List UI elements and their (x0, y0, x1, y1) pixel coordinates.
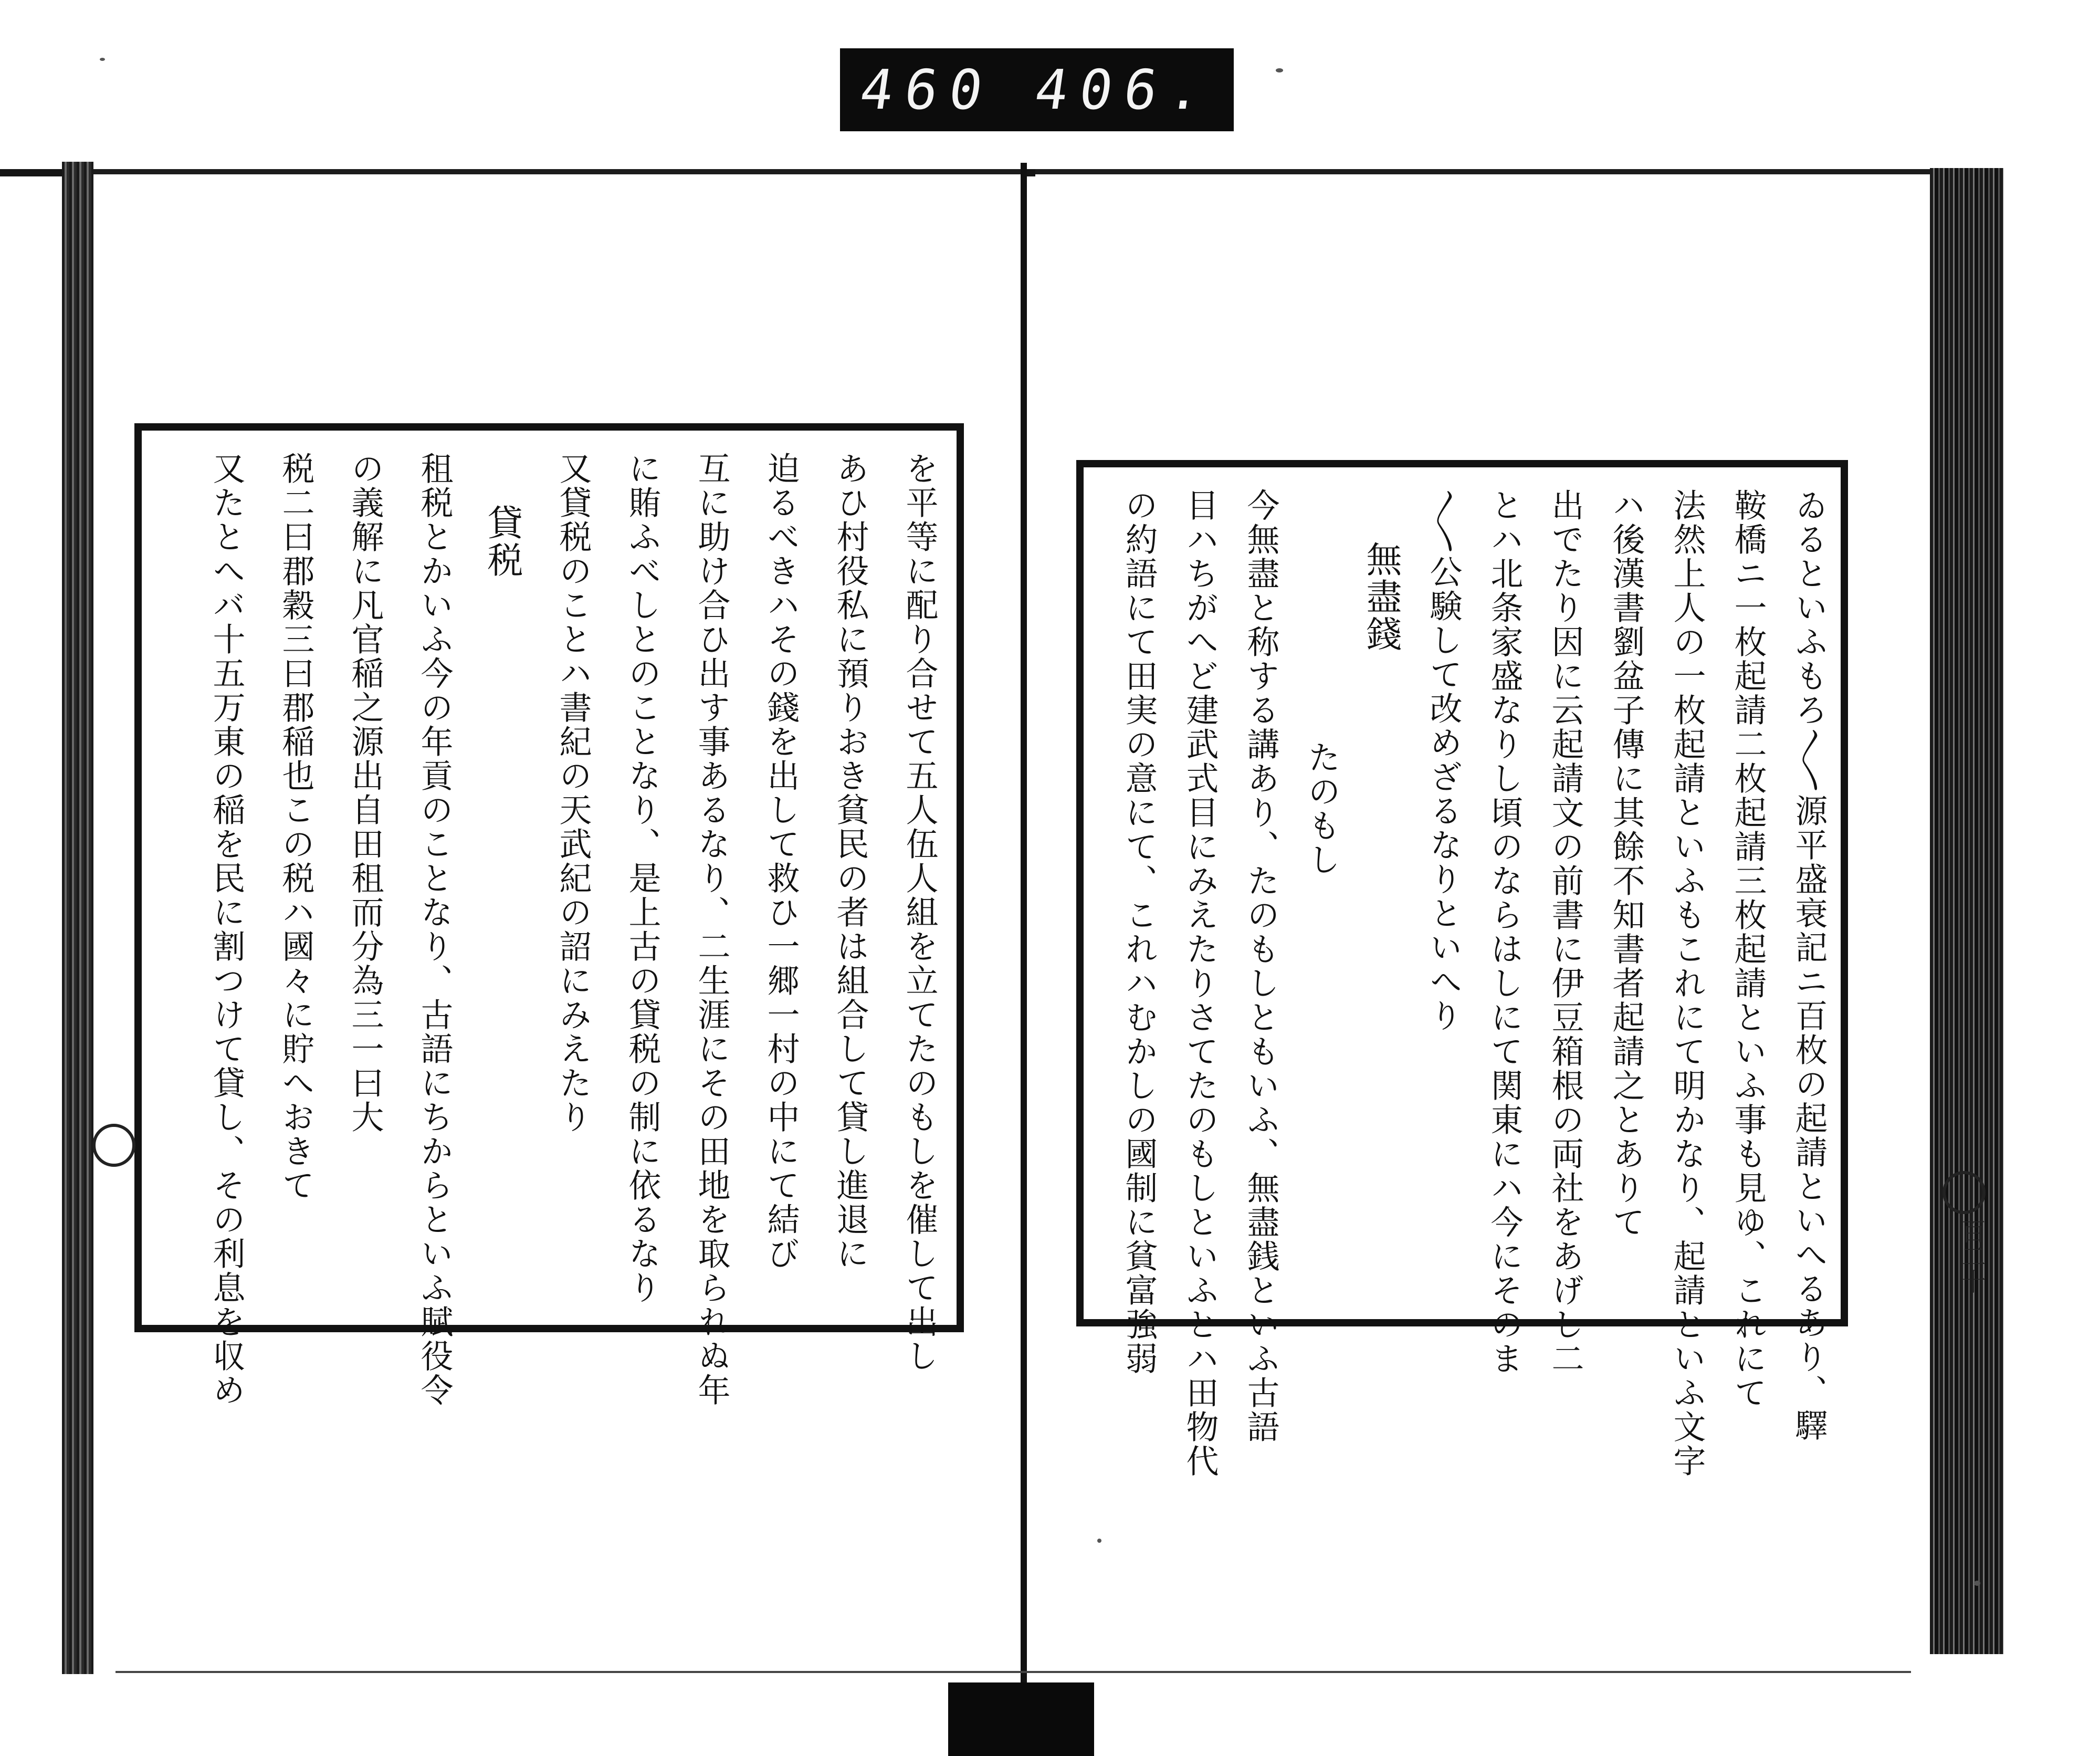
book-right-page-edges (1930, 168, 2003, 1654)
scan-speck (1276, 68, 1283, 72)
text-column: 今無盡と称する講あり、たのもしともいふ、無盡銭といふ古語 (1242, 488, 1280, 1444)
text-column: に賄ふべしとのことなり、是上古の貸税の制に依るなり (623, 452, 662, 1305)
text-column: の義解に凡官稲之源出自田租而分為三一曰大 (346, 452, 384, 1134)
text-column: ハ後漢書劉盆子傳に其餘不知書者起請之とありて (1607, 488, 1645, 1239)
text-column: 又貸税のことハ書紀の天武紀の詔にみえたり (554, 452, 592, 1134)
binding-block (948, 1682, 1094, 1756)
right-text-frame (1076, 460, 1848, 1478)
book-gutter (1021, 163, 1027, 1686)
scan-speck (1974, 1581, 1980, 1586)
reel-counter-label (840, 48, 1234, 131)
text-column: 鞍橋ニ一枚起請二枚起請三枚起請といふ事も見ゆ、これにて (1729, 488, 1767, 1410)
scan-speck (1097, 1539, 1101, 1543)
margin-circle-mark (92, 1124, 135, 1167)
text-column: 〳〵公験して改めざるなりといへり (1424, 488, 1463, 1033)
text-column: 税二曰郡穀三曰郡稲也この税ハ國々に貯へおきて (277, 452, 315, 1203)
text-column: 出でたり因に云起請文の前書に伊豆箱根の両社をあげし二 (1546, 488, 1584, 1376)
text-column: を平等に配り合せて五人伍人組を立てたのもしを催して出し (900, 452, 939, 1373)
text-column: あひ村役私に預りおき貧民の者は組合して貸し進退に (831, 452, 869, 1271)
left-text-frame (134, 423, 964, 1407)
heading-reading: たのもし (1303, 740, 1341, 877)
scan-speck (100, 58, 105, 61)
margin-page-number: 百二十 (1956, 1218, 1986, 1294)
text-column: 法然上人の一枚起請といふもこれにて明かなり、起請といふ文字 (1668, 488, 1706, 1478)
text-column: ゐるといふもろ〳〵源平盛衰記ニ百枚の起請といへるあり、驛 (1790, 488, 1828, 1443)
text-column: 目ハちがへど建武式目にみえたりさてたのもしといふとハ田物代 (1181, 488, 1219, 1478)
section-heading: 貸税 (481, 504, 523, 579)
counter-left-number: 460 (856, 58, 999, 122)
book-left-page-edges (62, 162, 93, 1674)
text-column: 互に助け合ひ出す事あるなり、二生涯にその田地を取られぬ年 (692, 452, 731, 1407)
section-heading: 無盡錢 (1360, 541, 1402, 653)
margin-circle-mark (1942, 1171, 1986, 1214)
text-column: 又たとへバ十五万東の稲を民に割つけて貸し、その利息を収め (207, 452, 246, 1407)
text-column: とハ北条家盛なりし頃のならはしにて関東にハ今にそのま (1485, 488, 1524, 1376)
counter-right-number: 406. (1031, 58, 1218, 122)
text-column: 迫るべきハその錢を出して救ひ一郷一村の中にて結び (762, 452, 800, 1271)
text-column: 租税とかいふ今の年貢のことなり、古語にちからといふ賦役令 (415, 452, 454, 1407)
book-bottom-edge (116, 1671, 1911, 1673)
text-column: の約語にて田実の意にて、これハむかしの國制に貧富強弱 (1120, 488, 1158, 1376)
